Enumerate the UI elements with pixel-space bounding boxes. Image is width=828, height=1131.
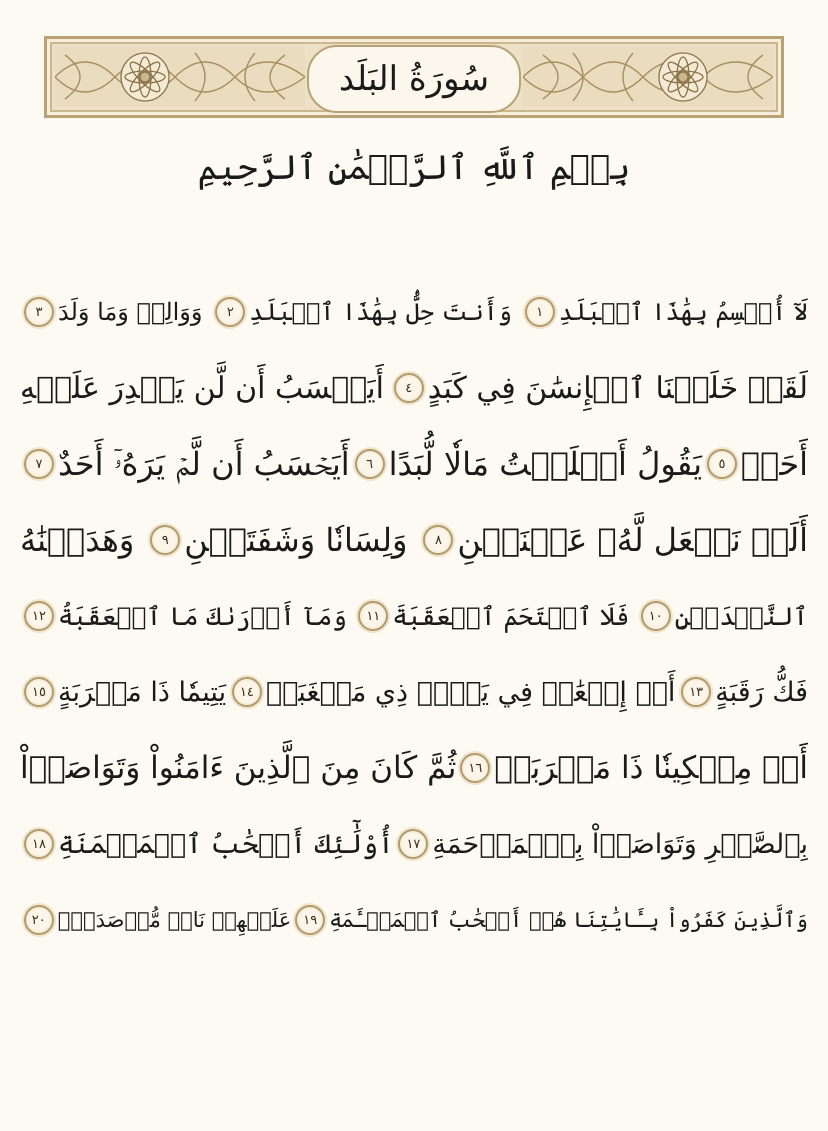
- verse-segment: [20, 601, 347, 631]
- verse-text: ٱلنَّجۡدَيۡنِ: [674, 601, 808, 631]
- ayah-number-marker: ١٧: [398, 829, 428, 859]
- verse-segment: [291, 905, 808, 935]
- verse-line: [20, 654, 808, 730]
- surah-title: سُورَةُ البَلَد: [338, 59, 490, 99]
- ayah-number-marker: ٨: [423, 525, 453, 555]
- ayah-number-marker: ٥: [707, 449, 737, 479]
- verse-text: وَمَآ أَدۡرَىٰكَ مَا ٱلۡعَقَبَةُ: [58, 601, 347, 631]
- basmala: بِسۡمِ ٱللَّهِ ٱلرَّحۡمَٰنِ ٱلرَّحِيمِ: [197, 148, 631, 188]
- verse-line: [20, 806, 808, 882]
- verse-text: وَٱلَّذِينَ كَفَرُواْ بِـَٔايَٰتِنَا هُمۡ أَصۡحَٰبُ ٱلۡمَشۡـَٔمَةِ: [329, 908, 808, 932]
- verse-text: وَأَنتَ حِلُّۢ بِهَٰذَا ٱلۡبَلَدِ: [249, 298, 512, 326]
- verse-text: لَآ أُقۡسِمُ بِهَٰذَا ٱلۡبَلَدِ: [558, 298, 808, 326]
- ornament-left-icon: [55, 47, 305, 107]
- verse-line: [20, 274, 808, 350]
- verse-text: يَقُولُ أَهۡلَكۡتُ مَالٗا لُّبَدًا: [388, 445, 702, 483]
- ayah-number-marker: ١٤: [232, 677, 262, 707]
- ayah-number-marker: ١: [525, 297, 555, 327]
- ayah-number-marker: ١١: [358, 601, 388, 631]
- ayah-number-marker: ١٦: [460, 753, 490, 783]
- verse-line: [20, 426, 808, 502]
- verse-line: [20, 350, 808, 426]
- verse-line: [20, 502, 808, 578]
- verse-text: لَقَدۡ خَلَقۡنَا ٱلۡإِنسَٰنَ فِي كَبَدٍ: [427, 370, 808, 406]
- ornament-right-icon: [523, 47, 773, 107]
- verse-segment: [20, 829, 394, 860]
- ayah-number-marker: ١٣: [681, 677, 711, 707]
- surah-title-box: [307, 45, 521, 113]
- verse-line: [20, 730, 808, 806]
- verse-text: أُوْلَٰٓئِكَ أَصۡحَٰبُ ٱلۡمَيۡمَنَةِ: [58, 828, 394, 860]
- verse-segment: [637, 601, 808, 631]
- verse-segment: [354, 601, 629, 631]
- verse-text: فَكُّ رَقَبَةٍ: [715, 676, 808, 708]
- verse-text: بِٱلصَّبۡرِ وَتَوَاصَوۡاْ بِٱلۡمَرۡحَمَةِ: [432, 828, 808, 860]
- verse-text: يَتِيمٗا ذَا مَقۡرَبَةٍ: [58, 676, 227, 708]
- verse-text: أَوۡ مِسۡكِينٗا ذَا مَتۡرَبَةٖ: [494, 750, 808, 786]
- ayah-number-marker: ٢٠: [24, 905, 54, 935]
- ayah-number-marker: ٤: [394, 373, 424, 403]
- verse-text: وَهَدَيۡنَٰهُ: [20, 521, 135, 559]
- ayah-number-marker: ١٥: [24, 677, 54, 707]
- verse-text: أَحَدٞ: [740, 445, 808, 483]
- verse-segment: [703, 445, 808, 483]
- ayah-number-marker: ٣: [24, 297, 54, 327]
- verse-segment: [20, 905, 291, 935]
- ayah-number-marker: ٧: [24, 449, 54, 479]
- verse-segment: [394, 829, 808, 860]
- ayah-number-marker: ١٠: [641, 601, 671, 631]
- verse-text: وَلِسَانٗا وَشَفَتَيۡنِ: [184, 521, 408, 559]
- verse-segment: [20, 521, 134, 559]
- ayah-number-marker: ١٩: [295, 905, 325, 935]
- ayah-number-marker: ١٢: [24, 601, 54, 631]
- verse-text: أَلَمۡ نَجۡعَل لَّهُۥ عَيۡنَيۡنِ: [457, 521, 808, 559]
- verse-segment: [351, 445, 702, 483]
- verse-lines: [20, 274, 808, 958]
- verse-segment: [456, 750, 808, 786]
- verse-text: أَيَحۡسَبُ أَن لَّن يَقۡدِرَ عَلَيۡهِ: [20, 370, 384, 406]
- verse-segment: [20, 445, 350, 484]
- verse-text: أَوۡ إِطۡعَٰمٞ فِي يَوۡمٖ ذِي مَسۡغَبَةٖ: [265, 676, 676, 708]
- verse-line: [20, 882, 808, 958]
- verse-segment: [20, 750, 456, 786]
- surah-header-frame: [44, 36, 784, 118]
- verse-segment: [20, 297, 202, 327]
- verse-segment: [146, 521, 407, 559]
- verse-segment: [390, 371, 808, 406]
- verse-segment: [419, 521, 808, 559]
- verse-text: فَلَا ٱقۡتَحَمَ ٱلۡعَقَبَةَ: [392, 601, 630, 631]
- verse-segment: [211, 297, 512, 327]
- verse-text: وَوَالِدٖ وَمَا وَلَدَ: [58, 298, 203, 326]
- verse-segment: [228, 677, 676, 708]
- verse-line: [20, 578, 808, 654]
- verse-segment: [677, 677, 808, 708]
- ayah-number-marker: ١٨: [24, 829, 54, 859]
- verse-text: أَيَحۡسَبُ أَن لَّمۡ يَرَهُۥٓ أَحَدٌ: [58, 444, 350, 483]
- verse-segment: [20, 677, 226, 708]
- ayah-number-marker: ٦: [355, 449, 385, 479]
- verse-segment: [521, 297, 808, 327]
- verse-segment: [20, 371, 384, 406]
- ayah-number-marker: ٩: [150, 525, 180, 555]
- ayah-number-marker: ٢: [215, 297, 245, 327]
- verse-text: ثُمَّ كَانَ مِنَ ٱلَّذِينَ ءَامَنُواْ وَتَوَاصَوۡاْ: [20, 750, 457, 786]
- verse-text: عَلَيۡهِمۡ نَارٞ مُّؤۡصَدَةُۢ: [57, 908, 292, 932]
